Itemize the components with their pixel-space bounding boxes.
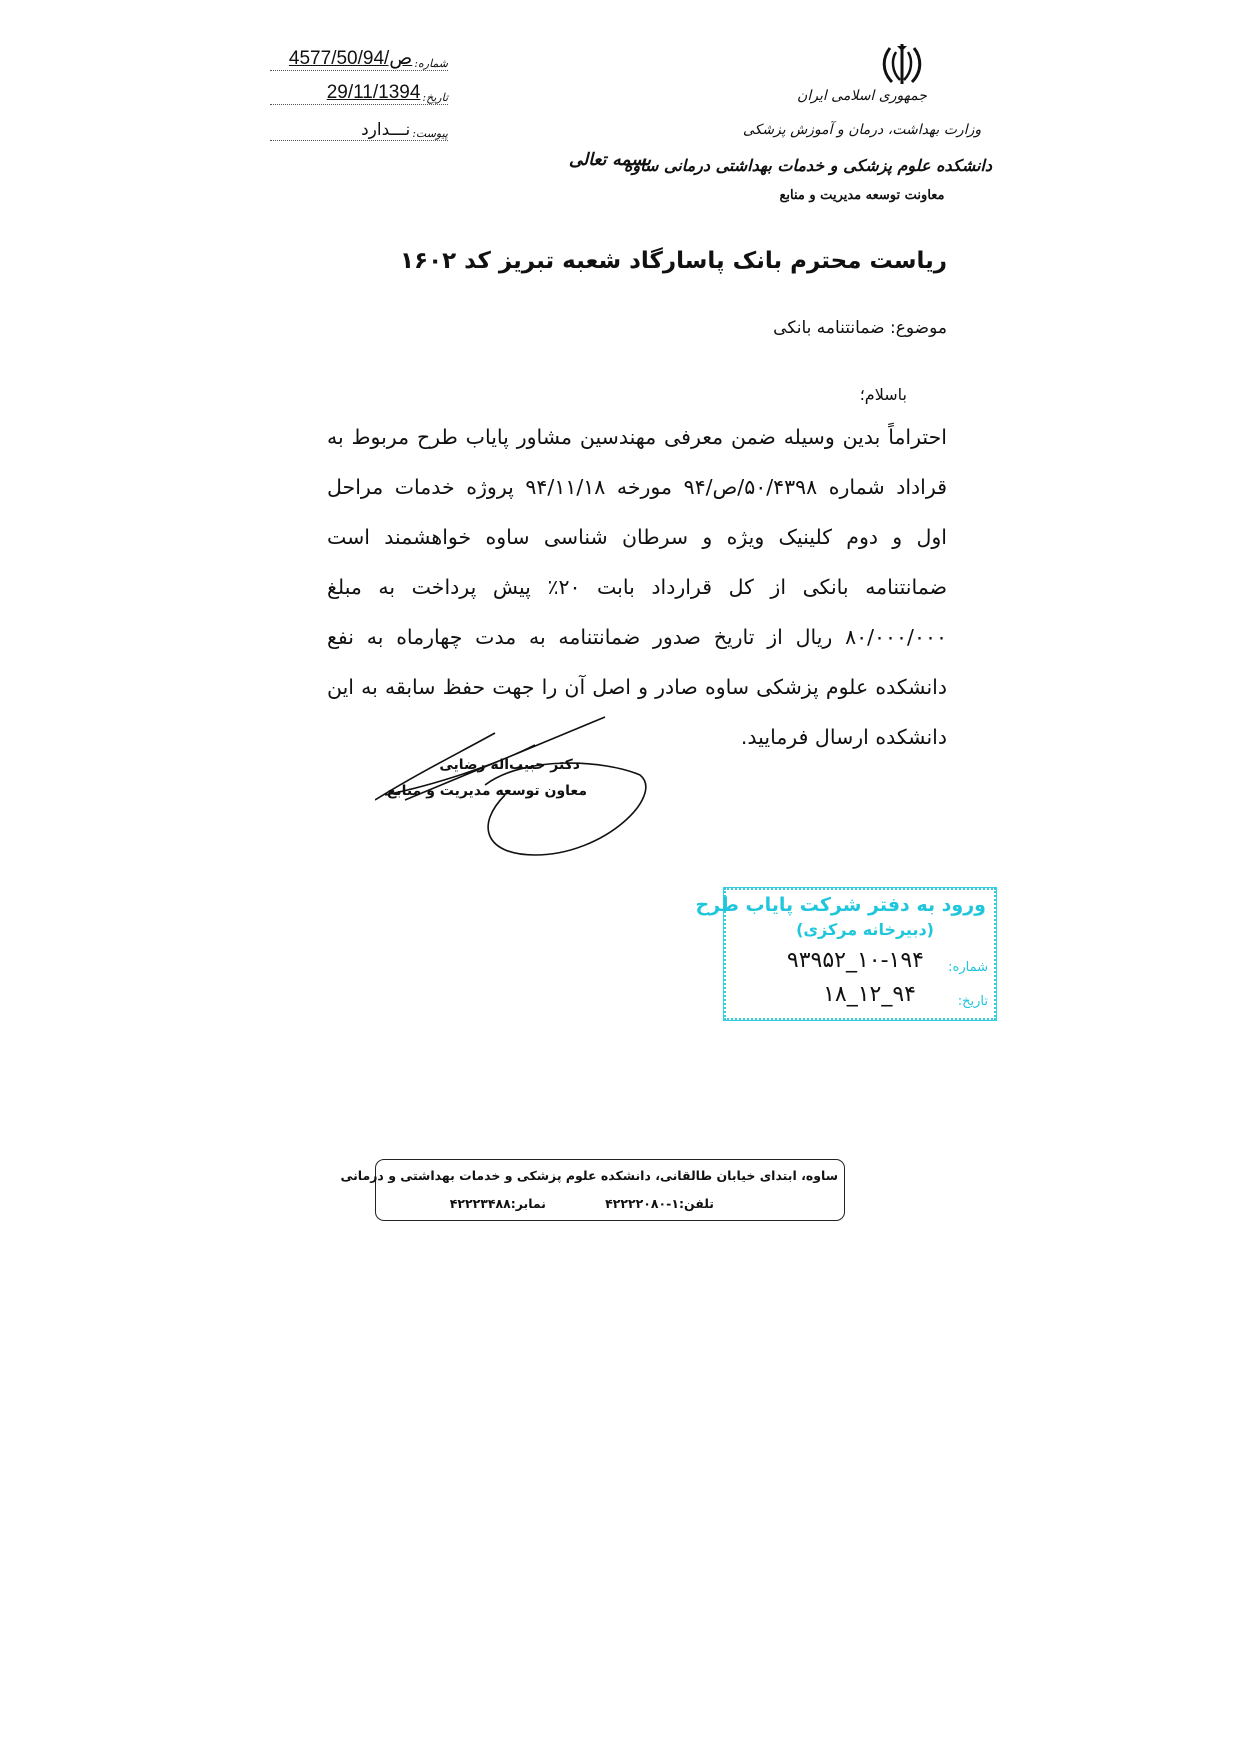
- footer-contact-box: [340, 1159, 845, 1221]
- letter-body: احتراماً بدین وسیله ضمن معرفی مهندسین مشاور پایاب طرح مربوط به قراداد شماره ۵۰/۴۳۹۸/ص/۹۴ مورخه ۹۴/۱۱/۱۸ پروژه خدمات مراحل اول و دوم کلینیک ویژه و سرطان شناسی ساوه خواهشمند است ضمانتنامه بانکی از کل قرارداد بابت ۲۰٪ پیش پرداخت به مبلغ ۸۰/۰۰۰/۰۰۰ ریال از تاریخ صدور ضمانتنامه به مدت چهارماه به نفع دانشکده علوم پزشکی ساوه صادر و اصل آن را جهت حفظ سابقه به این دانشکده ارسال فرمایید.: [327, 425, 947, 749]
- letter-number-value: 4577/50/ص/94: [288, 48, 413, 69]
- stamp-date-label: تاریخ:: [957, 994, 988, 1009]
- header-university: دانشکده علوم پزشکی و خدمات بهداشتی درمانی ساوه: [623, 156, 992, 175]
- header-country: جمهوری اسلامی ایران: [797, 88, 927, 104]
- stamp-title: ورود به دفتر شرکت پایاب طرح: [695, 894, 986, 916]
- letter-date-field: [270, 76, 448, 105]
- greeting: باسلام؛: [859, 385, 907, 404]
- signature-block: [375, 715, 665, 865]
- letter-date-value: 29/11/1394: [326, 82, 421, 103]
- received-stamp: [695, 888, 996, 1020]
- letter-attachment-field: [270, 112, 448, 141]
- header-ministry: وزارت بهداشت، درمان و آموزش پزشکی: [742, 122, 982, 138]
- footer-address: ساوه، ابتدای خیابان طالقانی، دانشکده علوم پزشکی و خدمات بهداشتی و درمانی: [340, 1168, 838, 1183]
- stamp-subtitle: (دبیرخانه مرکزی): [796, 920, 934, 939]
- stamp-date-value: ۹۴_۱۲_۱۸: [823, 982, 916, 1007]
- letter-date-label: تاریخ:: [422, 91, 448, 104]
- signatory-name: دکتر حبیب‌اله رضایی: [439, 757, 580, 773]
- stamp-number-value: ۱۰-۱۹۴_۹۳۹۵۲: [786, 948, 924, 973]
- letter-attachment-value: نـــدارد: [361, 120, 411, 140]
- stamp-number-label: شماره:: [948, 960, 988, 975]
- recipient-title: ریاست محترم بانک پاسارگاد شعبه تبریز کد ۱۶۰۲: [400, 248, 947, 274]
- bismillah: بسمه تعالی: [568, 150, 652, 170]
- header-department: معاونت توسعه مدیریت و منابع: [779, 188, 945, 203]
- footer-fax: نمابر:۴۲۲۲۳۴۸۸: [449, 1196, 546, 1211]
- signatory-position: معاون توسعه مدیریت و منابع: [386, 783, 587, 799]
- iran-emblem-icon: [880, 42, 924, 88]
- footer-phone: تلفن:۱-۴۲۲۲۲۰۸۰: [605, 1196, 714, 1211]
- letter-attachment-label: پیوست:: [412, 127, 448, 140]
- subject-line: موضوع: ضمانتنامه بانکی: [773, 318, 947, 338]
- letter-number-field: [270, 42, 448, 71]
- letter-number-label: شماره:: [414, 57, 448, 70]
